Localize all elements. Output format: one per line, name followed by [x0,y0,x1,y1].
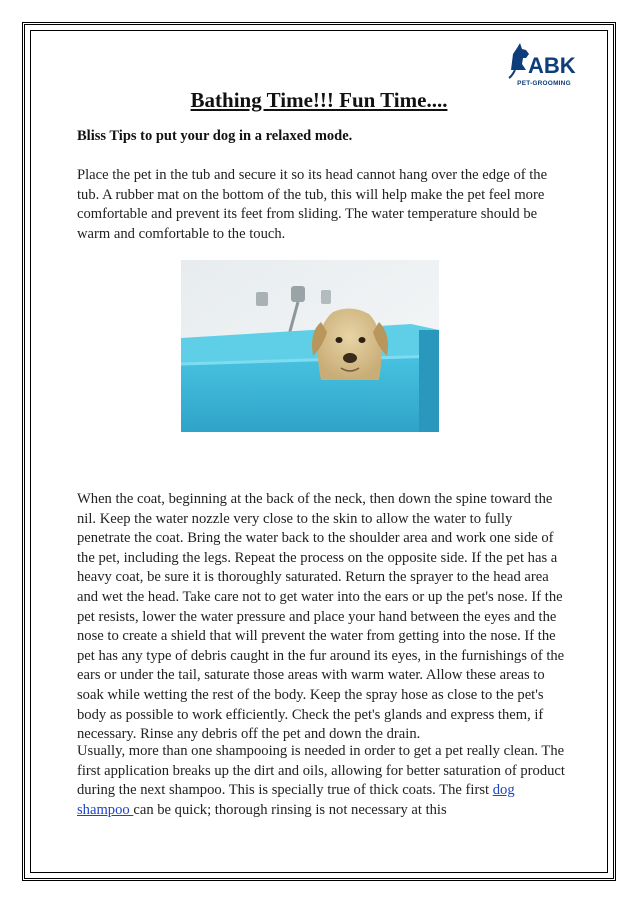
paragraph-wetting-coat: When the coat, beginning at the back of the neck, then down the spine toward the nil. Keep the water nozzle very close to the skin to allow the water to fully penetrate the coat. Bring the water back to the shoulder area and work one side of the pet, including the legs. Repeat the process on the opposite side. If the pet has a heavy coat, be sure it is thoroughly saturated. Return the sprayer to the head area and wet the head. Take care not to get water into the ears or up the pet's nose. If the pet resists, lower the water pressure and place your hand between the eyes and the nose to create a shield that will prevent the water from getting into the nose. If the pet has any type of debris caught in the fur around its eyes, in the furnishings of the ears or under the tail, saturate those areas with warm water. Allow these areas to soak while wetting the rest of the body. Keep the spray hose as close to the pet's body as possible to work efficiently. Check the pet's glands and express them, if necessary. Rinse any debris off the pet and down the drain. [77,491,565,743]
logo-subtitle: PET-GROOMING [517,80,571,87]
paragraph-tub-setup: Place the pet in the tub and secure it so its head cannot hang over the edge of the tub. A rubber mat on the bottom of the tub, this will help make the pet feel more comfortable and prevent its feet from sliding. The water temperature should be warm and comfortable to the touch. [77,167,548,242]
dog-shampoo-link[interactable]: dog shampoo [77,782,515,818]
paragraph-shampooing-text-after: can be quick; thorough rinsing is not necessary at this [133,801,447,818]
paragraph-shampooing [77,742,567,820]
page-title: Bathing Time!!! Fun Time.... [190,88,448,112]
paragraph-shampooing-text-before: Usually, more than one shampooing is needed in order to get a pet really clean. The first application breaks up the dirt and oils, allowing for better saturation of product during the next shampoo. This is specially true of thick coats. The first [77,743,565,799]
logo-text: ABK [528,53,576,78]
dog-in-tub-photo [181,260,439,432]
subtitle: Bliss Tips to put your dog in a relaxed mode. [77,128,353,144]
